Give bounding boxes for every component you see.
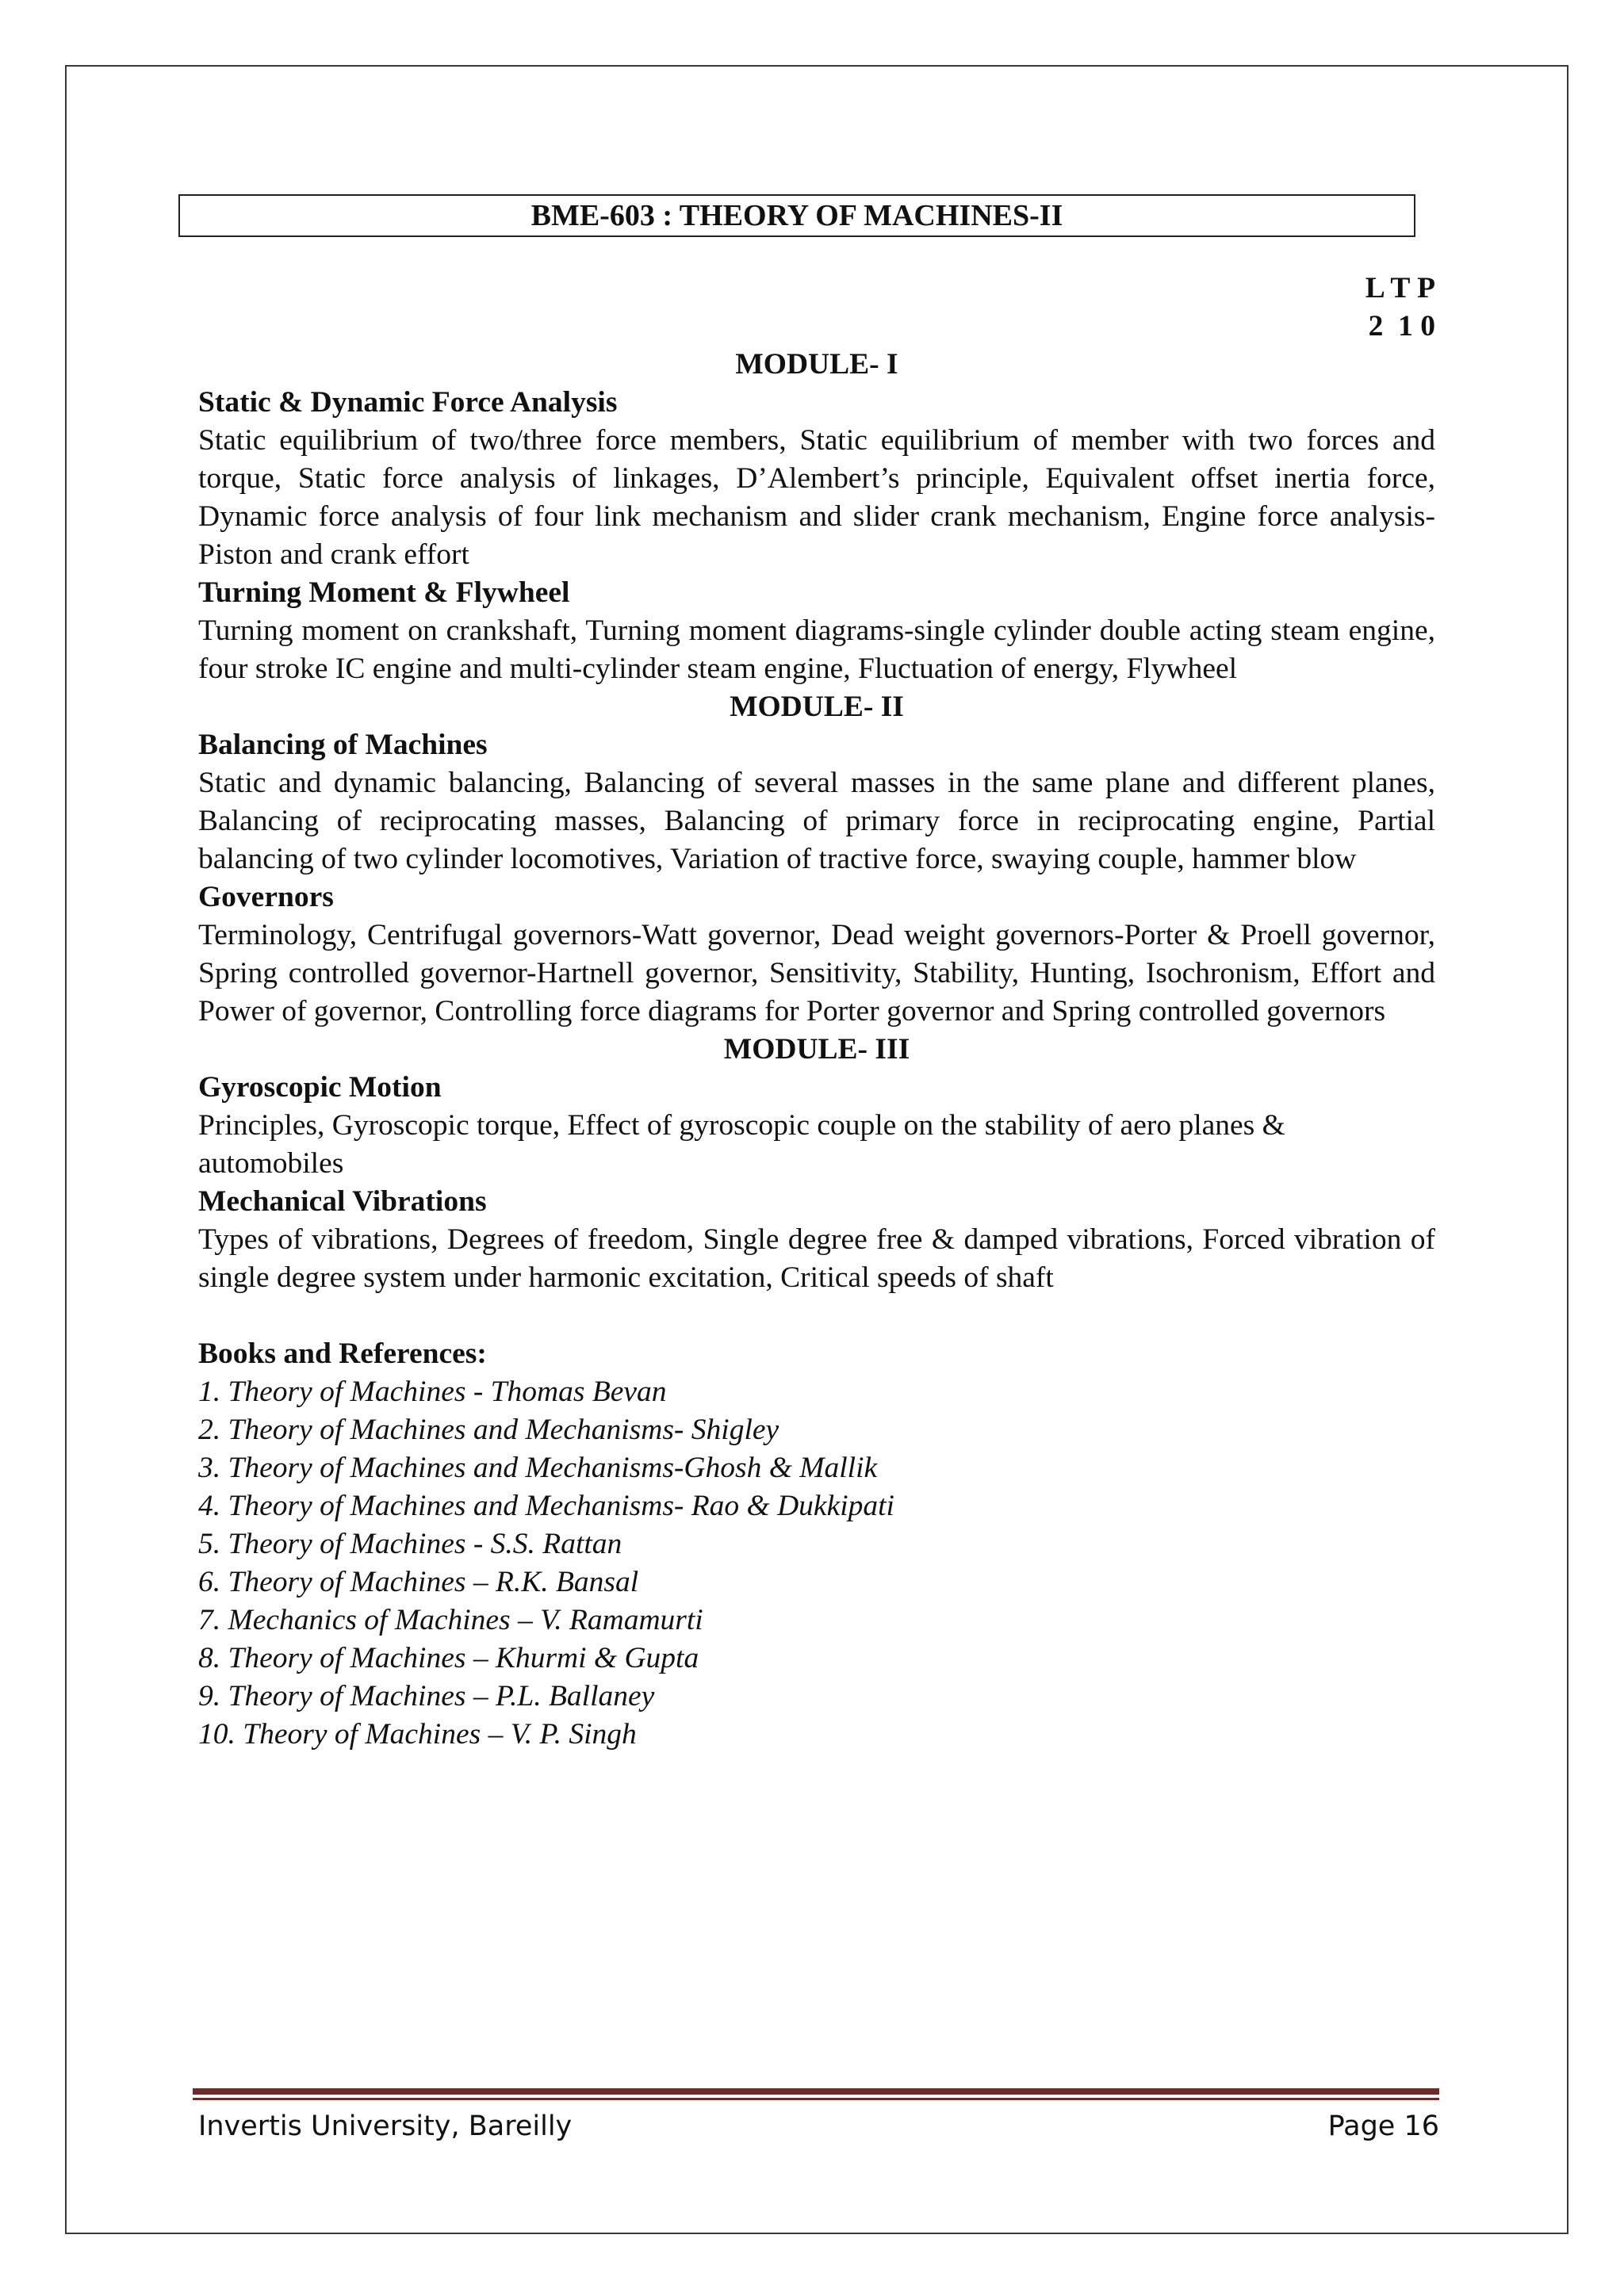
ltp-block bbox=[198, 270, 1435, 346]
footer-page-number: Page 16 bbox=[1327, 2110, 1439, 2142]
reference-item: 8. Theory of Machines – Khurmi & Gupta bbox=[198, 1642, 699, 1674]
reference-item: 9. Theory of Machines – P.L. Ballaney bbox=[198, 1680, 655, 1712]
course-title: BME-603 : THEORY OF MACHINES-II bbox=[178, 194, 1415, 237]
topic-body: Static and dynamic balancing, Balancing of several masses in the same plane and different planes, Balancing of reciprocating masses, Balancing of primary force in reciprocating engine, Partial balancing of two cylinder locomotives, Variation of tractive force, swaying couple, hammer blow bbox=[198, 767, 1435, 875]
topic-body: Terminology, Centrifugal governors-Watt governor, Dead weight governors-Porter & Proell governor, Spring controlled governor-Hartnell governor, Sensitivity, Stability, Hunting, Isochronism, Effort and Power of governor, Controlling force diagrams for Porter governor and Spring controlled governors bbox=[198, 919, 1435, 1027]
topic-heading: Gyroscopic Motion bbox=[198, 1071, 442, 1104]
topic-body: Static equilibrium of two/three force members, Static equilibrium of member with two forces and torque, Static force analysis of linkages, D’Alembert’s principle, Equivalent offset inertia force, Dynamic force analysis of four link mechanism and slider crank mechanism, Engine force analysis-Piston and crank effort bbox=[198, 424, 1435, 571]
topic-body: Types of vibrations, Degrees of freedom, Single degree free & damped vibrations, Forced vibration of single degree system under harmonic excitation, Critical speeds of shaft bbox=[198, 1223, 1435, 1294]
reference-item: 6. Theory of Machines – R.K. Bansal bbox=[198, 1566, 639, 1598]
topic-heading: Balancing of Machines bbox=[198, 729, 488, 761]
references-heading: Books and References: bbox=[198, 1337, 487, 1370]
references-section bbox=[198, 1335, 1435, 1754]
reference-item: 4. Theory of Machines and Mechanisms- Rao & Dukkipati bbox=[198, 1490, 894, 1522]
ltp-values: 2 1 0 bbox=[1368, 310, 1435, 342]
module-heading-2: MODULE- II bbox=[730, 691, 904, 723]
footer-rule bbox=[193, 2088, 1439, 2095]
spacer bbox=[198, 1297, 1435, 1335]
reference-item: 10. Theory of Machines – V. P. Singh bbox=[198, 1718, 637, 1751]
syllabus-content bbox=[198, 270, 1435, 1754]
page-footer bbox=[198, 2109, 1439, 2144]
ltp-labels: L T P bbox=[1365, 272, 1435, 304]
topic-heading: Turning Moment & Flywheel bbox=[198, 576, 570, 609]
topic-heading: Static & Dynamic Force Analysis bbox=[198, 386, 618, 419]
topic-body: Turning moment on crankshaft, Turning moment diagrams-single cylinder double acting steam engine, four stroke IC engine and multi-cylinder steam engine, Fluctuation of energy, Flywheel bbox=[198, 614, 1435, 685]
topic-body: Principles, Gyroscopic torque, Effect of gyroscopic couple on the stability of aero planes & automobiles bbox=[198, 1109, 1285, 1180]
reference-item: 7. Mechanics of Machines – V. Ramamurti bbox=[198, 1604, 703, 1636]
footer-rule-thin bbox=[193, 2098, 1439, 2100]
topic-heading: Governors bbox=[198, 881, 334, 913]
reference-item: 5. Theory of Machines - S.S. Rattan bbox=[198, 1528, 622, 1560]
footer-institution: Invertis University, Bareilly bbox=[198, 2110, 573, 2142]
topic-heading: Mechanical Vibrations bbox=[198, 1185, 487, 1218]
module-heading-3: MODULE- III bbox=[723, 1033, 910, 1066]
reference-item: 1. Theory of Machines - Thomas Bevan bbox=[198, 1376, 667, 1408]
module-heading-1: MODULE- I bbox=[735, 348, 898, 381]
reference-item: 2. Theory of Machines and Mechanisms- Shigley bbox=[198, 1414, 779, 1446]
reference-item: 3. Theory of Machines and Mechanisms-Ghosh & Mallik bbox=[198, 1452, 878, 1484]
